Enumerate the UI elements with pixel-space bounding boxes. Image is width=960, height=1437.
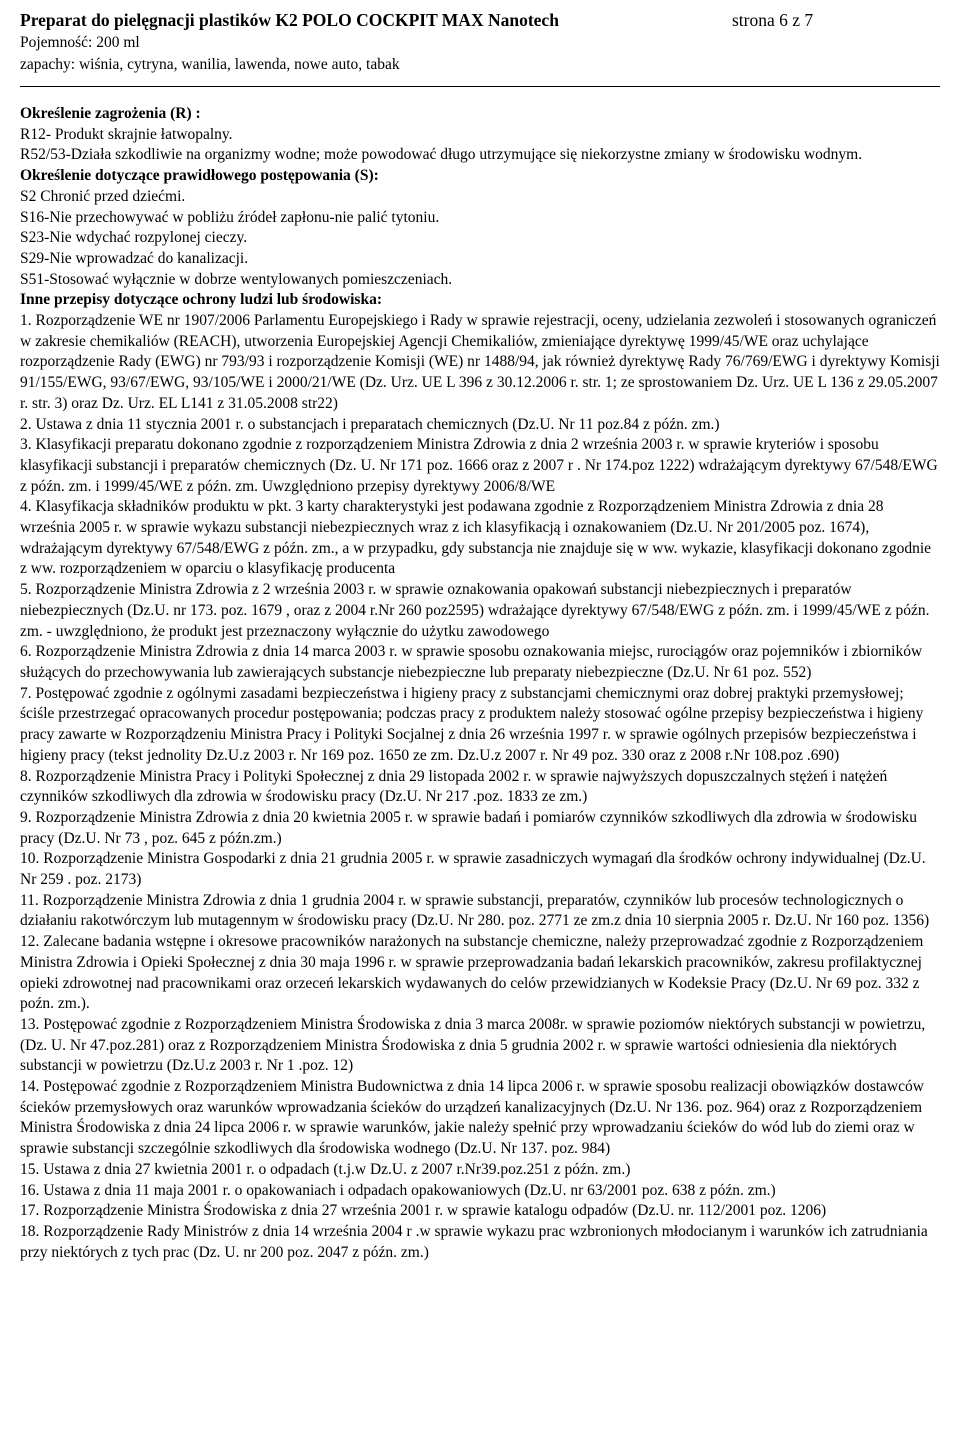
- regulation-item: 3. Klasyfikacji preparatu dokonano zgodnie z rozporządzeniem Ministra Zdrowia z dnia 2 września 2003 r. w sprawie kryteriów i sposobu klasyfikacji substancji i preparatów chemicznych (Dz. U. Nr 171 poz. 1666 oraz z 2007 r . Nr 174.poz 1222) wdrażającym dyrektywy 67/548/EWG z późn. zm. i 1999/45/WE z późn. zm. Uwzględniono przepisy dyrektywy 2006/8/WE: [20, 436, 938, 495]
- scents-line: zapachy: wiśnia, cytryna, wanilia, lawenda, nowe auto, tabak: [20, 56, 400, 73]
- document-body: [20, 104, 940, 1263]
- regulation-item: 7. Postępować zgodnie z ogólnymi zasadami bezpieczeństwa i higieny pracy z substancjami chemicznymi oraz dobrej praktyki przemysłowej; ściśle przestrzegać opracowanych procedur postępowania; podczas pracy z produktem należy stosować ogólne przepisy bezpieczeństwa i higieny pracy zawarte w Rozporządzeniu Ministra Pracy i Polityki Socjalnej z dnia 26 września 1997 r. w sprawie ogólnych przepisów bezpieczeństwa i higieny pracy (tekst jednolity Dz.U.z 2003 r. Nr 169 poz. 1650 ze zm. Dz.U.z 2007 r. Nr 49 poz. 330 oraz z 2008 r.Nr 108.poz .690): [20, 684, 924, 764]
- page-number: strona 6 z 7: [732, 10, 814, 30]
- regulation-item: 8. Rozporządzenie Ministra Pracy i Polityki Społecznej z dnia 29 listopada 2002 r. w sprawie najwyższych dopuszczalnych stężeń i natężeń czynników szkodliwych dla zdrowia w środowisku pracy (Dz.U. Nr 217 .poz. 1833 ze zm.): [20, 767, 888, 806]
- regulation-item: 5. Rozporządzenie Ministra Zdrowia z 2 września 2003 r. w sprawie oznakowania opakowań substancji niebezpiecznych i preparatów niebezpiecznych (Dz.U. nr 173. poz. 1679 , oraz z 2004 r.Nr 260 poz2595) wdrażające dyrektywy 67/548/EWG z późn. zm. i 1999/45/WE z późn. zm. - uwzględniono, że produkt jest przeznaczony wyłącznie do użytku zawodowego: [20, 581, 930, 640]
- regulation-item: 2. Ustawa z dnia 11 stycznia 2001 r. o substancjach i preparatach chemicznych (Dz.U. Nr 11 poz.84 z późn. zm.): [20, 415, 720, 433]
- regulation-item: 9. Rozporządzenie Ministra Zdrowia z dnia 20 kwietnia 2005 r. w sprawie badań i pomiarów czynników szkodliwych dla zdrowia w środowisku pracy (Dz.U. Nr 73 , poz. 645 z późn.zm.): [20, 808, 918, 847]
- header-divider: [20, 86, 940, 87]
- regulation-item: 12. Zalecane badania wstępne i okresowe pracowników narażonych na substancje chemiczne, należy przeprowadzać zgodnie z Rozporządzeniem Ministra Zdrowia i Opieki Społecznej z dnia 30 maja 1996 r. w sprawie przeprowadzania badań lekarskich pracowników, zakresu profilaktycznej opieki zdrowotnej nad pracownikami oraz orzeceń lekarskich wydawanych do celów przewidzianych w Kodeksie Pracy (Dz.U. Nr 69 poz. 332 z poźn. zm.).: [20, 933, 924, 1013]
- regulation-item: 6. Rozporządzenie Ministra Zdrowia z dnia 14 marca 2003 r. w sprawie sposobu oznakowania miejsc, rurociągów oraz pojemników i zbiorników służących do przechowywania lub zawierających substancje niebezpieczne lub preparaty niebezpieczne (Dz.U. Nr 61 poz. 552): [20, 643, 923, 681]
- safety-item: S16-Nie przechowywać w pobliżu źródeł zapłonu-nie palić tytoniu.: [20, 208, 440, 226]
- safety-item: S51-Stosować wyłącznie w dobrze wentylowanych pomieszczeniach.: [20, 270, 453, 288]
- safety-item: S29-Nie wprowadzać do kanalizacji.: [20, 249, 249, 267]
- regulation-item: 15. Ustawa z dnia 27 kwietnia 2001 r. o odpadach (t.j.w Dz.U. z 2007 r.Nr39.poz.251 z późn. zm.): [20, 1160, 631, 1178]
- regulation-item: 10. Rozporządzenie Ministra Gospodarki z dnia 21 grudnia 2005 r. w sprawie zasadniczych wymagań dla środków ochrony indywidualnej (Dz.U. Nr 259 . poz. 2173): [20, 850, 926, 889]
- hazards-heading: Określenie zagrożenia (R) :: [20, 105, 201, 122]
- regulation-item: 1. Rozporządzenie WE nr 1907/2006 Parlamentu Europejskiego i Rady w sprawie rejestracji, oceny, udzielania zezwoleń i stosowanych ograniczeń w zakresie chemikaliów (REACH), utworzenia Europejskiej Agencji Chemikaliów, zmieniające dyrektywę 1999/45/WE oraz uchylające rozporządzenie Rady (EWG) nr 793/93 i rozporządzenie Komisji (WE) nr 1488/94, jak również dyrektywę Rady 76/769/EWG i dyrektywy Komisji 91/155/EWG, 93/67/EWG, 93/105/WE i 2000/21/WE (Dz. Urz. UE L 396 z 30.12.2006 r. str. 1; ze sprostowaniem Dz. Urz. UE L 136 z 29.05.2007 r. str. 3) oraz Dz. Urz. EL L141 z 31.05.2008 str22): [20, 312, 940, 412]
- safety-heading: Określenie dotyczące prawidłowego postępowania (S):: [20, 167, 379, 185]
- capacity-line: Pojemność: 200 ml: [20, 34, 140, 51]
- regulation-item: 18. Rozporządzenie Rady Ministrów z dnia 14 września 2004 r .w sprawie wykazu prac wzbronionych młodocianym i warunków ich zatrudniania przy niektórych z tych prac (Dz. U. nr 200 poz. 2047 z późn. zm.): [20, 1222, 928, 1261]
- hazard-r5253: R52/53-Działa szkodliwie na organizmy wodne; może powodować długo utrzymujące się niekorzystne zmiany w środowisku wodnym.: [20, 146, 863, 164]
- safety-item: S2 Chronić przed dziećmi.: [20, 187, 186, 205]
- regulations-heading: Inne przepisy dotyczące ochrony ludzi lub środowiska:: [20, 291, 382, 309]
- regulation-item: 4. Klasyfikacja składników produktu w pkt. 3 karty charakterystyki jest podawana zgodnie z Rozporządzeniem Ministra Zdrowia z dnia 28 września 2005 r. w sprawie wykazu substancji niebezpiecznych wraz z ich klasyfikacją i oznakowaniem (Dz.U. Nr 201/2005 poz. 1674), wdrażającym dyrektywy 67/548/EWG z późn. zm., a w przypadku, gdy substancja nie znajduje się w ww. wykazie, klasyfikacji dokonano zgodnie z ww. rozporządzeniem w oparciu o klasyfikację producenta: [20, 498, 932, 578]
- hazard-r12: R12- Produkt skrajnie łatwopalny.: [20, 125, 233, 143]
- regulation-item: 16. Ustawa z dnia 11 maja 2001 r. o opakowaniach i odpadach opakowaniowych (Dz.U. nr 63/2001 poz. 638 z późn. zm.): [20, 1181, 776, 1199]
- regulation-item: 17. Rozporządzenie Ministra Środowiska z dnia 27 września 2001 r. w sprawie katalogu odpadów (Dz.U. nr. 112/2001 poz. 1206): [20, 1202, 827, 1220]
- page-header: [20, 8, 940, 73]
- regulation-item: 14. Postępować zgodnie z Rozporządzeniem Ministra Budownictwa z dnia 14 lipca 2006 r. w sprawie sposobu realizacji obowiązków dostawców ścieków przemysłowych oraz warunków wprowadzania ścieków do urządzeń kanalizacyjnych (Dz.U. Nr 136. poz. 964) oraz z Rozporządzeniem Ministra Środowiska z dnia 24 lipca 2006 r. w sprawie warunków, jakie należy spełnić przy wprowadzaniu ścieków do wód lub do ziemi oraz w sprawie substancji szczególnie szkodliwych dla środowiska wodnego (Dz.U. Nr 137. poz. 984): [20, 1078, 924, 1158]
- document-page: [20, 8, 940, 1261]
- document-title: Preparat do pielęgnacji plastików K2 POLO COCKPIT MAX Nanotech: [20, 10, 559, 30]
- regulation-item: 13. Postępować zgodnie z Rozporządzeniem Ministra Środowiska z dnia 3 marca 2008r. w sprawie poziomów niektórych substancji w powietrzu, (Dz. U. Nr 47.poz.281) oraz z Rozporządzeniem Ministra Środowiska z dnia 5 grudnia 2002 r. w sprawie wartości odniesienia dla niektórych substancji w powietrzu (Dz.U.z 2003 r. Nr 1 .poz. 12): [20, 1015, 926, 1075]
- regulation-item: 11. Rozporządzenie Ministra Zdrowia z dnia 1 grudnia 2004 r. w sprawie substancji, preparatów, czynników lub procesów technologicznych o działaniu rakotwórczym lub mutagennym w środowisku pracy (Dz.U. Nr 280. poz. 2771 ze zm.z dnia 10 sierpnia 2005 r. Dz.U. Nr 160 poz. 1356): [20, 891, 930, 930]
- safety-item: S23-Nie wdychać rozpylonej cieczy.: [20, 229, 248, 247]
